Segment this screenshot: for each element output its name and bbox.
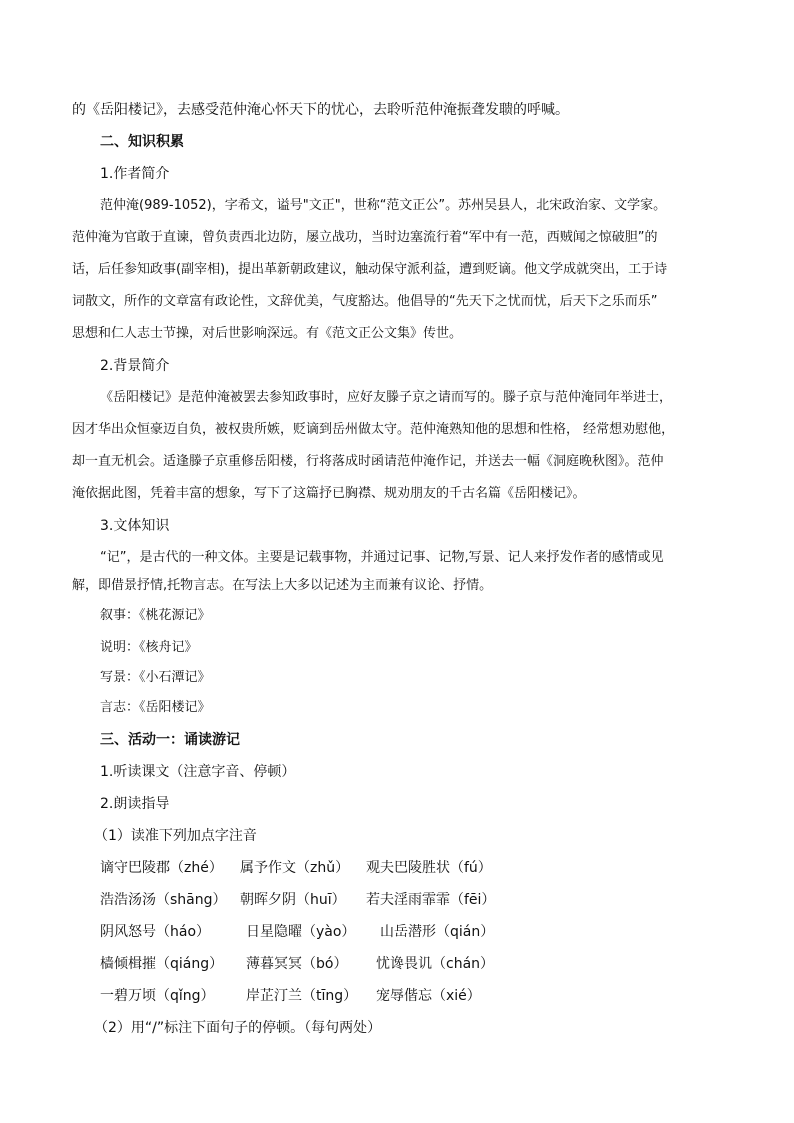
pinyin-item: 阴风怒号（háo） bbox=[100, 924, 211, 940]
pinyin-item: 宠辱偕忘（xié） bbox=[376, 988, 481, 1004]
pinyin-item: 山岳潜形（qián） bbox=[380, 924, 495, 940]
reading-guide-item: 2.朗读指导 bbox=[100, 796, 170, 812]
background-line: 因才华出众恒豪迈自负，被权贵所嫉，贬谪到岳州做太守。范仲淹熟知他的思想和性格， 经常想劝慰他， bbox=[72, 422, 675, 437]
author-line: 思想和仁人志士节操，对后世影响深远。有《范文正公文集》传世。 bbox=[72, 326, 463, 341]
pinyin-item: 属予作文（zhǔ） bbox=[240, 860, 350, 876]
genre-example: 言志：《岳阳楼记》 bbox=[100, 700, 211, 715]
pinyin-row bbox=[100, 922, 740, 942]
pinyin-item: 浩浩汤汤（shāng） bbox=[100, 892, 227, 908]
background-line: 淹依据此图，凭着丰富的想象，写下了这篇抒已胸襟、规劝朋友的千古名篇《岳阳楼记》。 bbox=[72, 486, 586, 501]
genre-example: 叙事：《桃花源记》 bbox=[100, 608, 211, 623]
pinyin-item: 朝晖夕阴（huī） bbox=[240, 892, 346, 908]
pinyin-row bbox=[100, 858, 740, 878]
listen-item: 1.听读课文（注意字音、停顿） bbox=[100, 764, 296, 780]
pinyin-instruction: （1）读准下列加点字注音 bbox=[94, 828, 257, 844]
pinyin-row bbox=[100, 986, 740, 1006]
pinyin-item: 若夫淫雨霏霏（fēi） bbox=[366, 892, 496, 908]
pinyin-item: 一碧万顷（qǐng） bbox=[100, 988, 215, 1004]
intro-tail-line: 的《岳阳楼记》，去感受范仲淹心怀天下的忧心，去聆听范仲淹振聋发聩的呼喊。 bbox=[72, 102, 569, 118]
author-line: 话，后任参知政事(副宰相)，提出革新朝政建议，触动保守派利益，遭到贬谪。他文学成就突出，工于诗 bbox=[72, 262, 668, 277]
section2-heading: 二、知识积累 bbox=[100, 134, 184, 150]
genre-example: 说明：《核舟记》 bbox=[100, 640, 198, 655]
pinyin-item: 观夫巴陵胜状（fú） bbox=[366, 860, 492, 876]
background-line: 却一直无机会。适逢滕子京重修岳阳楼，行将落成时函请范仲淹作记，并送去一幅《洞庭晚秋图》。范仲 bbox=[72, 454, 664, 469]
pinyin-item: 樯倾楫摧（qiáng） bbox=[100, 956, 224, 972]
background-line: 《岳阳楼记》是范仲淹被罢去参知政事时，应好友滕子京之请而写的。滕子京与范仲淹同年举进士， bbox=[100, 390, 673, 405]
pinyin-row bbox=[100, 954, 740, 974]
pinyin-row bbox=[100, 890, 740, 910]
pinyin-item: 谪守巴陵郡（zhé） bbox=[100, 860, 223, 876]
pinyin-item: 日星隐曜（yào） bbox=[246, 924, 356, 940]
genre-heading: 3.文体知识 bbox=[100, 518, 170, 534]
author-line: 词散文，所作的文章富有政论性，文辞优美，气度豁达。他倡导的“先天下之忧而忧，后天下之乐而乐” bbox=[72, 294, 658, 309]
background-heading: 2.背景简介 bbox=[100, 358, 170, 374]
genre-example: 写景：《小石潭记》 bbox=[100, 670, 211, 685]
author-line: 范仲淹为官敢于直谏，曾负责西北边防，屡立战功，当时边塞流行着“军中有一范，西贼闻之惊破胆”的 bbox=[72, 230, 658, 245]
author-line: 范仲淹(989-1052)，字希文，谥号"文正"，世称“范文正公”。苏州吴县人，北宋政治家、文学家。 bbox=[100, 198, 667, 213]
author-heading: 1.作者简介 bbox=[100, 166, 170, 182]
pinyin-item: 薄暮冥冥（bó） bbox=[246, 956, 348, 972]
genre-line: “记”，是古代的一种文体。主要是记载事物，并通过记事、记物,写景、记人来抒发作者的感情或见 bbox=[100, 550, 664, 565]
genre-line: 解，即借景抒情,托物言志。在写法上大多以记述为主而兼有议论、抒情。 bbox=[72, 578, 493, 593]
pinyin-item: 忧谗畏讥（chán） bbox=[376, 956, 495, 972]
pause-instruction: （2）用“/”标注下面句子的停顿。（每句两处） bbox=[94, 1020, 382, 1036]
pinyin-item: 岸芷汀兰（tīng） bbox=[246, 988, 358, 1004]
section3-heading: 三、活动一：诵读游记 bbox=[100, 732, 240, 748]
